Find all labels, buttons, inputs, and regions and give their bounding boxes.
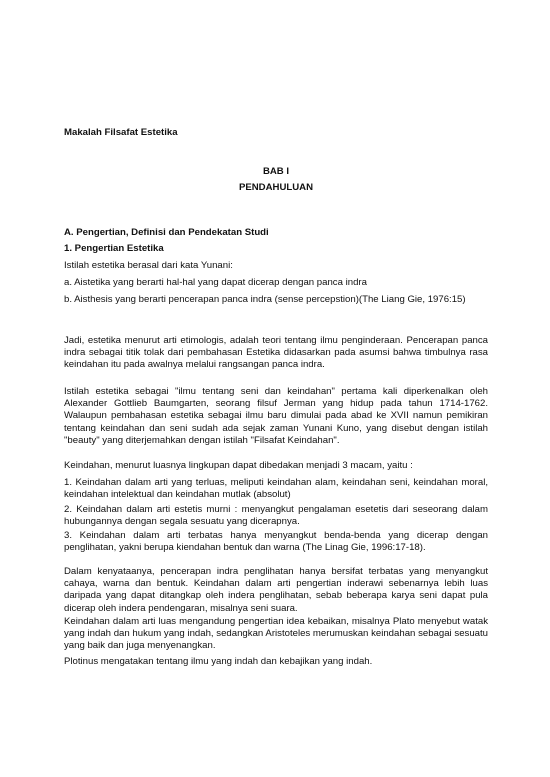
list-item: 1. Keindahan dalam arti yang terluas, meliputi keindahan alam, keindahan seni, keindahan moral, keindahan intelektual dan keindahan mutlak (absolut) bbox=[64, 477, 488, 501]
paragraph: Istilah estetika sebagai "ilmu tentang seni dan keindahan" pertama kali diperkenalkan oleh Alexander Gottlieb Baumgarten, seorang filsuf Jerman yang hidup pada tahun 1714-1762. Walaupun pembahasan estetika sebagai ilmu baru dimulai pada abad ke XVII namun pemikiran tentang keindahan dan seni sudah ada sejak zaman Yunani Kuno, yang disebut dengan istilah "beauty" yang diterjemahkan dengan istilah "Filsafat Keindahan". bbox=[64, 386, 488, 446]
paragraph: Jadi, estetika menurut arti etimologis, adalah teori tentang ilmu penginderaan. Pencerapan panca indra sebagai titik tolak dari pembahasan Estetika didasarkan pada asumsi bahwa timbulnya rasa keindahan itu pada awalnya melalui rangsangan panca indra. bbox=[64, 335, 488, 371]
chapter-title: PENDAHULUAN bbox=[238, 182, 314, 193]
subsection-heading: 1. Pengertian Estetika bbox=[64, 243, 164, 254]
list-item: 2. Keindahan dalam arti estetis murni : menyangkut pengalaman esetetis dari seseorang dalam hubungannya dengan segala sesuatu yang dicerapnya. bbox=[64, 504, 488, 528]
paragraph: Keindahan, menurut luasnya lingkupan dapat dibedakan menjadi 3 macam, yaitu : bbox=[64, 460, 413, 471]
list-item: b. Aisthesis yang berarti pencerapan panca indra (sense percepstion)(The Liang Gie, 1976:15) bbox=[64, 294, 466, 305]
document-header: Makalah Filsafat Estetika bbox=[64, 127, 178, 138]
paragraph: Istilah estetika berasal dari kata Yunani: bbox=[64, 260, 233, 271]
list-item: 3. Keindahan dalam arti terbatas hanya menyangkut benda-benda yang dicerap dengan penglihatan, yakni berupa kiendahan bentuk dan warna (The Linag Gie, 1996:17-18). bbox=[64, 530, 488, 554]
paragraph: Dalam kenyataanya, pencerapan indra penglihatan hanya bersifat terbatas yang menyangkut cahaya, warna dan bentuk. Keindahan dalam arti pengertian inderawi sebenarnya lebih luas daripada yang dapat ditangkap oleh indera penglihatan, sebab beberapa karya seni dapat pula dicerap oleh indera pendengaran, misalnya seni suara. bbox=[64, 566, 488, 614]
paragraph: Plotinus mengatakan tentang ilmu yang indah dan kebajikan yang indah. bbox=[64, 656, 373, 667]
section-heading: A. Pengertian, Definisi dan Pendekatan Studi bbox=[64, 227, 269, 238]
paragraph: Keindahan dalam arti luas mengandung pengertian idea kebaikan, misalnya Plato menyebut watak yang indah dan hukum yang indah, sedangkan Aristoteles merumuskan keindahan sebagai sesuatu yang baik dan juga menyenangkan. bbox=[64, 616, 488, 652]
list-item: a. Aistetika yang berarti hal-hal yang dapat dicerap dengan panca indra bbox=[64, 277, 367, 288]
chapter-number: BAB I bbox=[262, 166, 290, 177]
